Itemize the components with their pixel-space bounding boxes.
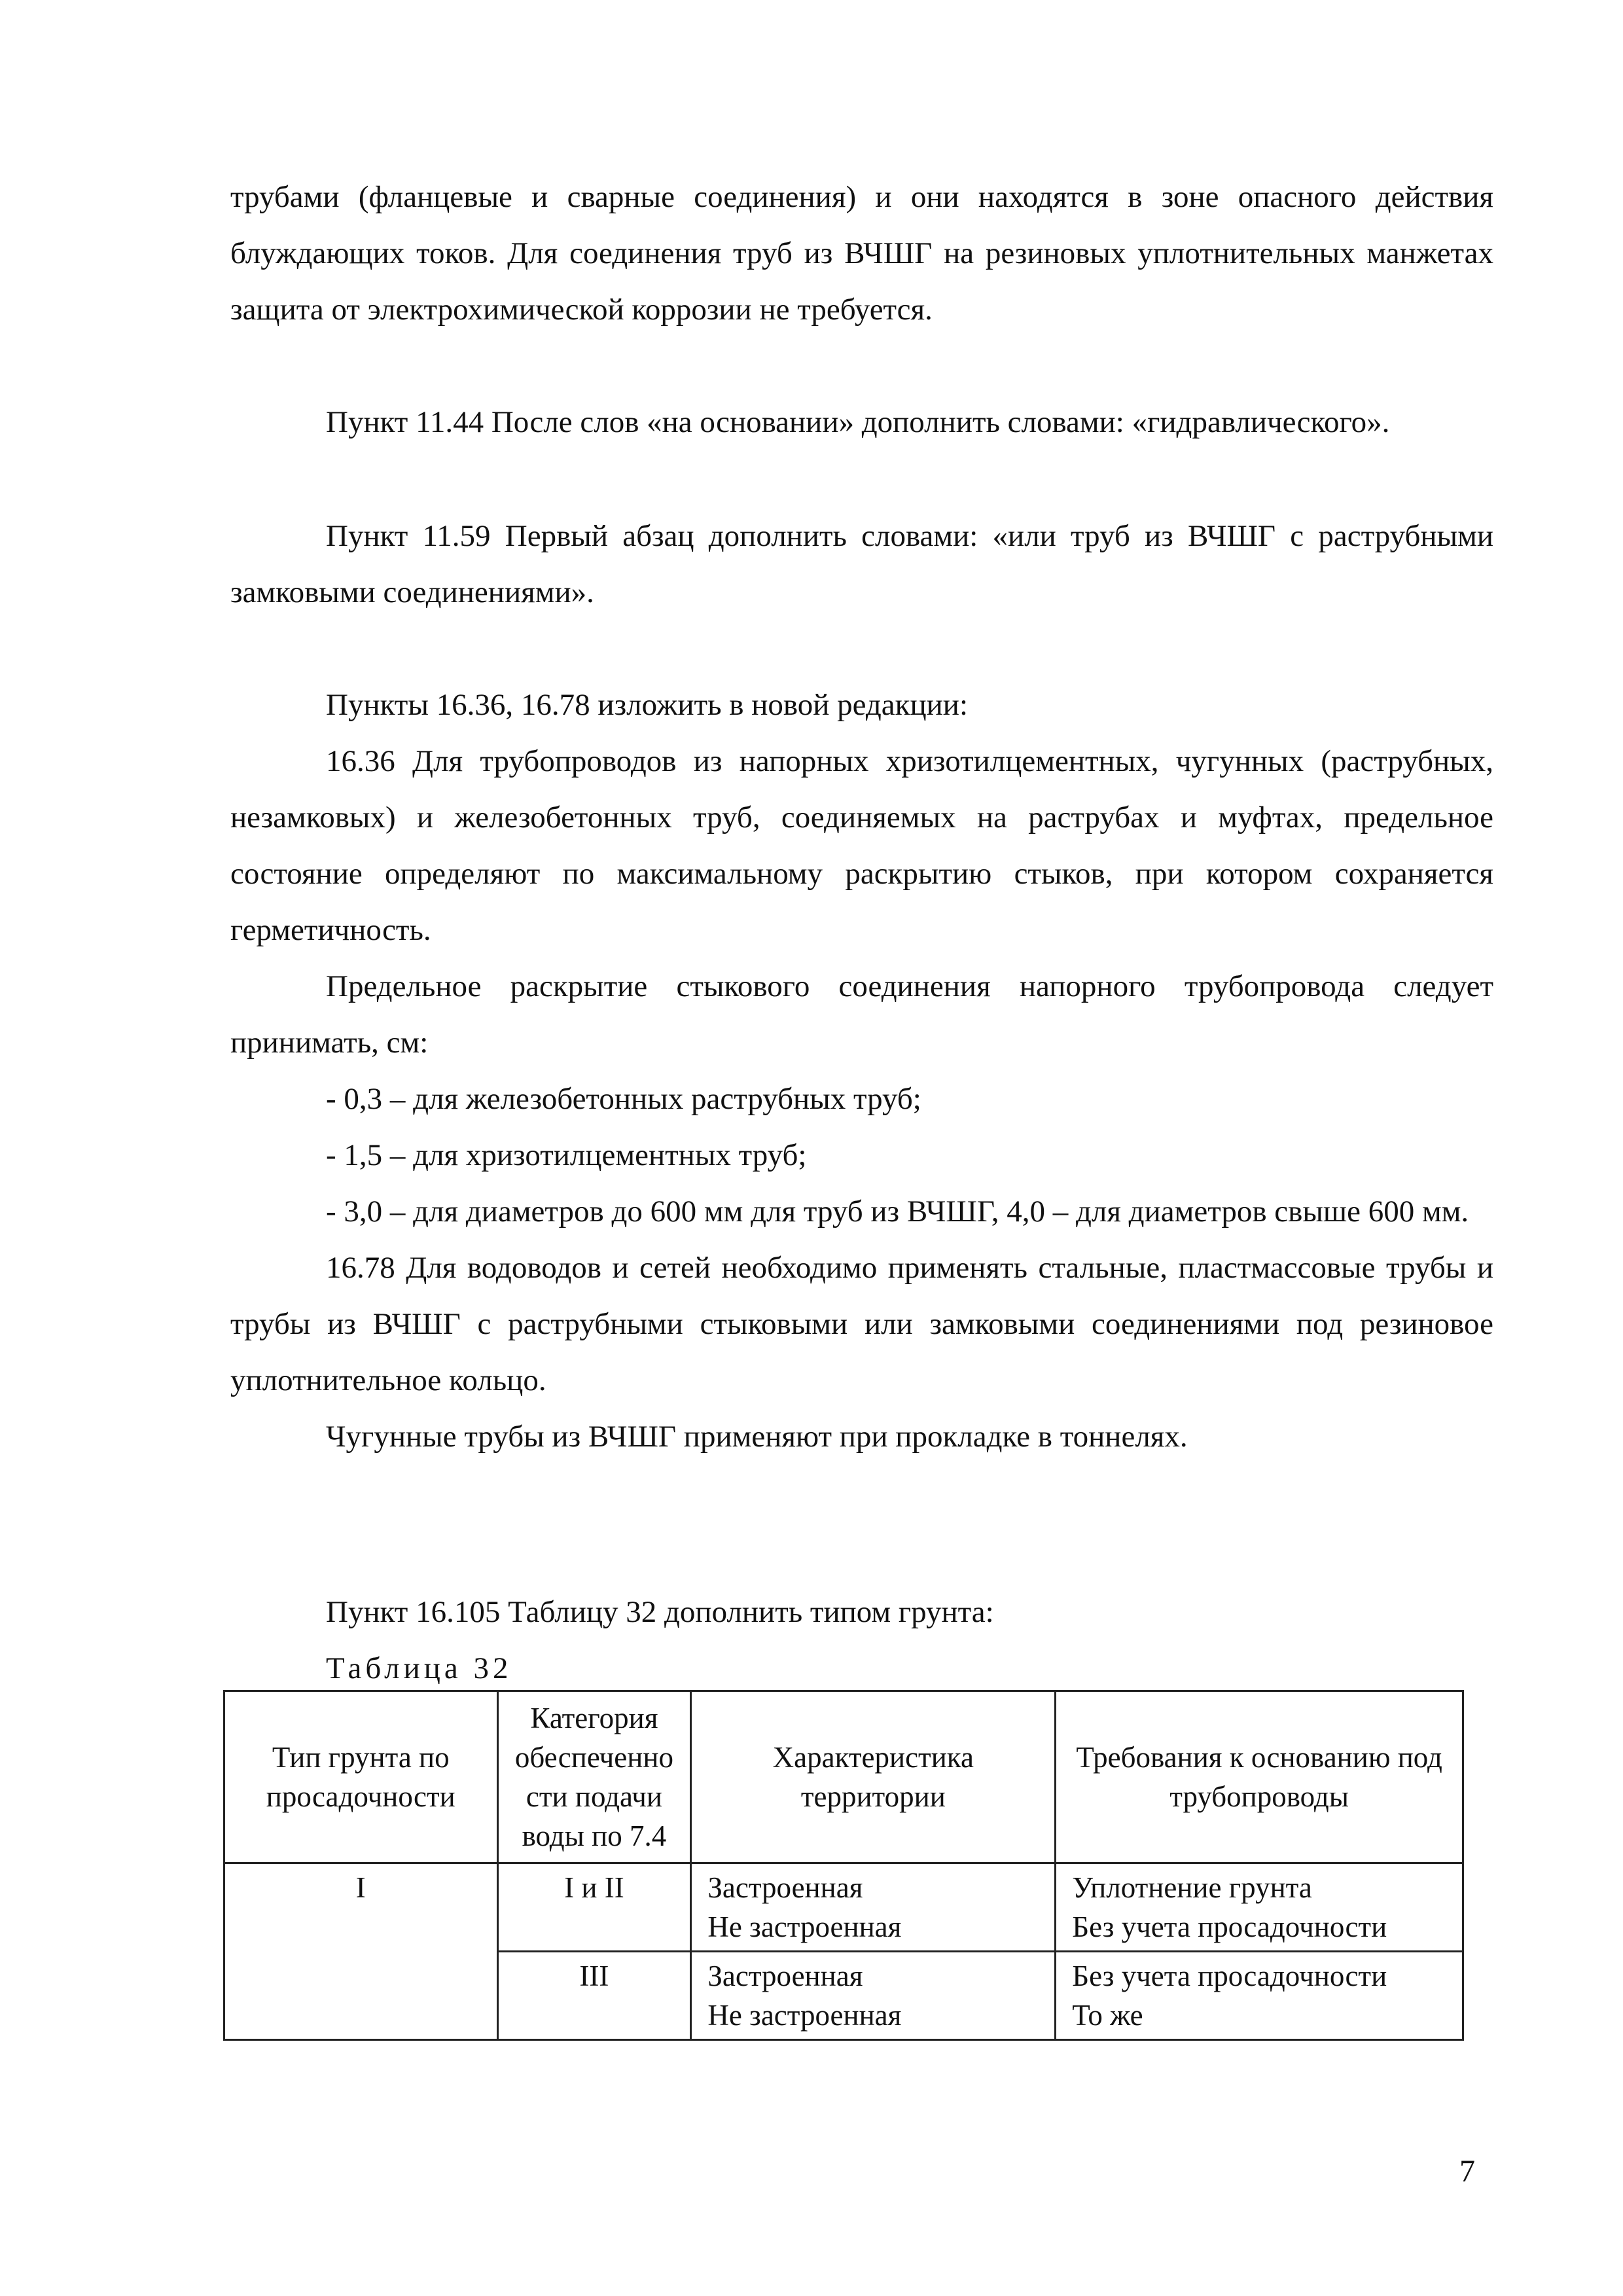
cell-soil-type: I [224, 1863, 498, 2040]
cell-line: Застроенная [707, 1871, 863, 1904]
clause-11-44 [230, 394, 1493, 450]
paragraph-clause-16-78: 16.78 Для водоводов и сетей необходимо применять стальные, пластмассовые трубы и трубы из ВЧШГ с раструбными стыковыми или замковыми соединениями под резиновое уплотнительное кольцо. [230, 1251, 1493, 1397]
list-item-reinforced-concrete: - 0,3 – для железобетонных раструбных труб; [326, 1082, 921, 1116]
cell-category: I и II [497, 1863, 691, 1952]
list-item-ductile-iron: - 3,0 – для диаметров до 600 мм для труб из ВЧШГ, 4,0 – для диаметров свыше 600 мм. [326, 1194, 1469, 1229]
continued-paragraph [230, 169, 1493, 338]
header-requirements: Требования к основанию под трубопроводы [1056, 1691, 1463, 1863]
cell-requirements [1056, 1952, 1463, 2040]
cell-territory [691, 1863, 1056, 1952]
paragraph-clause-16-105: Пункт 16.105 Таблицу 32 дополнить типом грунта: [326, 1595, 994, 1629]
cell-line: Не застроенная [707, 1910, 902, 1943]
table-caption: Таблица 32 [326, 1651, 512, 1685]
table-header-row [224, 1691, 1463, 1863]
clause-11-59 [230, 508, 1493, 620]
clauses-16-36-16-78 [230, 677, 1493, 1465]
table-row [224, 1863, 1463, 1952]
header-territory: Характеристика территории [691, 1691, 1056, 1863]
clause-16-105 [230, 1584, 1493, 1696]
list-item-chrysotile-cement: - 1,5 – для хризотилцементных труб; [326, 1138, 807, 1172]
cell-line: Не застроенная [707, 1999, 902, 2032]
paragraph-clause-11-59: Пункт 11.59 Первый абзац дополнить словами: «или труб из ВЧШГ с раструбными замковыми соединениями». [230, 519, 1493, 609]
header-soil-type: Тип грунта по просадочности [224, 1691, 498, 1863]
cell-line: Без учета просадочности [1072, 1910, 1387, 1943]
cell-category: III [497, 1952, 691, 2040]
paragraph-clause-16-36: 16.36 Для трубопроводов из напорных хризотилцементных, чугунных (раструбных, незамковых) и железобетонных труб, соединяемых на раструбах и муфтах, предельное состояние определяют по максимальному раскрытию стыков, при котором сохраняется герметичность. [230, 744, 1493, 947]
soil-table [223, 1690, 1464, 2041]
page-number: 7 [1459, 2154, 1475, 2189]
paragraph-cast-iron-tunnels: Чугунные трубы из ВЧШГ применяют при прокладке в тоннелях. [326, 1420, 1188, 1454]
cell-requirements [1056, 1863, 1463, 1952]
paragraph-limit-opening: Предельное раскрытие стыкового соединения напорного трубопровода следует принимать, см: [230, 969, 1493, 1060]
cell-line: Застроенная [707, 1960, 863, 1992]
paragraph-clause-11-44: Пункт 11.44 После слов «на основании» дополнить словами: «гидравлического». [326, 405, 1390, 439]
cell-line: То же [1072, 1999, 1143, 2032]
cell-line: Уплотнение грунта [1072, 1871, 1312, 1904]
cell-territory [691, 1952, 1056, 2040]
paragraph-new-edition-intro: Пункты 16.36, 16.78 изложить в новой редакции: [326, 688, 969, 722]
cell-line: Без учета просадочности [1072, 1960, 1387, 1992]
paragraph-corrosion-protection: трубами (фланцевые и сварные соединения) и они находятся в зоне опасного действия блуждающих токов. Для соединения труб из ВЧШГ на резиновых уплотнительных манжетах защита от электрохимической коррозии не требуется. [230, 180, 1493, 327]
header-supply-category: Категория обеспеченно сти подачи воды по 7.4 [497, 1691, 691, 1863]
